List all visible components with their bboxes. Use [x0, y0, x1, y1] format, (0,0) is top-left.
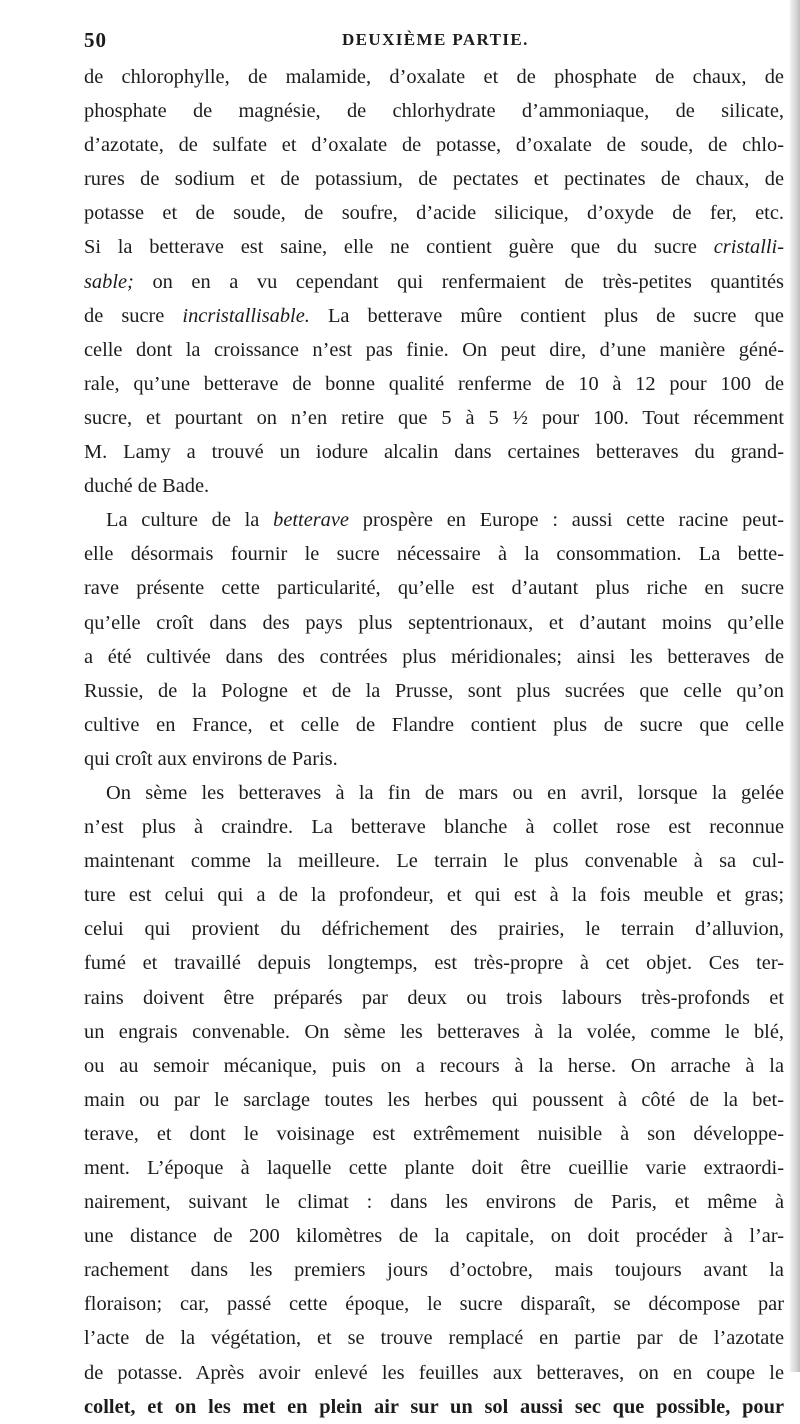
text-line: M. Lamy a trouvé un iodure alcalin dans certaines betteraves du grand- — [84, 441, 784, 464]
text-line: celle dont la croissance n’est pas finie. On peut dire, d’une manière géné- — [84, 338, 784, 361]
italic-term: cristalli- — [713, 236, 784, 259]
text-line: phosphate de magnésie, de chlorhydrate d’ammoniaque, de silicate, — [84, 100, 784, 123]
text-line — [84, 503, 784, 537]
text-line: terave, et dont le voisinage est extrêmement nuisible à son développe- — [84, 1122, 784, 1145]
text-line: de chlorophylle, de malamide, d’oxalate et de phosphate de chaux, de — [84, 66, 784, 88]
text-line: rains doivent être préparés par deux ou trois labours très-profonds et — [84, 986, 784, 1009]
text-line: potasse et de soude, de soufre, d’acide silicique, d’oxyde de fer, etc. — [84, 202, 784, 225]
text-span: de sucre — [84, 304, 165, 327]
text-line: un engrais convenable. On sème les betteraves à la volée, comme le blé, — [84, 1020, 784, 1043]
italic-term: incristallisable. — [182, 304, 310, 327]
text-line: l’acte de la végétation, et se trouve remplacé en partie par de l’azotate — [84, 1327, 784, 1350]
text-line: ou au semoir mécanique, puis on a recours à la herse. On arrache à la — [84, 1054, 784, 1077]
body-text — [84, 60, 784, 1424]
text-line: qu’elle croît dans des pays plus septentrionaux, et d’autant moins qu’elle — [84, 611, 784, 634]
text-line: rale, qu’une betterave de bonne qualité renferme de 10 à 12 pour 100 de — [84, 372, 784, 395]
text-line: main ou par le sarclage toutes les herbes qui poussent à côté de la bet- — [84, 1088, 784, 1111]
text-line: qui croît aux environs de Paris. — [84, 747, 338, 770]
italic-term: betterave — [273, 509, 349, 532]
text-line: une distance de 200 kilomètres de la capitale, on doit procéder à l’ar- — [84, 1225, 784, 1248]
text-line: elle désormais fournir le sucre nécessaire à la consommation. La bette- — [84, 543, 784, 566]
text-line: rave présente cette particularité, qu’elle est d’autant plus riche en sucre — [84, 577, 784, 600]
text-line: Russie, de la Pologne et de la Prusse, sont plus sucrées que celle qu’on — [84, 679, 784, 702]
text-line: nairement, suivant le climat : dans les environs de Paris, et même à — [84, 1191, 784, 1214]
running-head — [84, 22, 784, 56]
text-line: de potasse. Après avoir enlevé les feuilles aux betteraves, on en coupe le — [84, 1361, 784, 1384]
section-title: DEUXIÈME PARTIE. — [342, 30, 529, 49]
text-line: celui qui provient du défrichement des prairies, le terrain d’alluvion, — [84, 918, 784, 941]
text-span: Si la betterave est saine, elle ne contient guère que du sucre — [84, 236, 697, 259]
text-span: prospère en Europe : aussi cette racine peut- — [362, 509, 784, 532]
text-line: n’est plus à craindre. La betterave blanche à collet rose est reconnue — [84, 816, 784, 839]
text-line: cultive en France, et celle de Flandre contient plus de sucre que celle — [84, 713, 784, 736]
text-line — [84, 230, 784, 264]
page-number: 50 — [84, 28, 107, 52]
text-line: maintenant comme la meilleure. Le terrain le plus convenable à sa cul- — [84, 850, 784, 873]
text-line: d’azotate, de sulfate et d’oxalate de potasse, d’oxalate de soude, de chlo- — [84, 134, 784, 157]
text-line: ment. L’époque à laquelle cette plante doit être cueillie varie extraordi- — [84, 1157, 784, 1179]
text-line: collet, et on les met en plein air sur un sol aussi sec que possible, pour — [84, 1395, 784, 1418]
text-line: a été cultivée dans des contrées plus méridionales; ainsi les betteraves de — [84, 645, 784, 668]
text-line: floraison; car, passé cette époque, le sucre disparaît, se décompose par — [84, 1293, 784, 1316]
text-span: La betterave mûre contient plus de sucre que — [327, 304, 784, 327]
text-line — [84, 265, 784, 299]
text-span: La culture de la — [106, 509, 260, 532]
text-line: rachement dans les premiers jours d’octobre, mais toujours avant la — [84, 1259, 784, 1282]
text-span: on en a vu cependant qui renfermaient de très-petites quantités — [152, 270, 784, 293]
text-line: sucre, et pourtant on n’en retire que 5 à 5 ½ pour 100. Tout récemment — [84, 406, 784, 429]
italic-term: sable; — [84, 270, 134, 293]
text-line: duché de Bade. — [84, 475, 210, 498]
text-line: fumé et travaillé depuis longtemps, est très-propre à cet objet. Ces ter- — [84, 952, 784, 975]
text-line: On sème les betteraves à la fin de mars ou en avril, lorsque la gelée — [106, 781, 784, 804]
text-line: rures de sodium et de potassium, de pectates et pectinates de chaux, de — [84, 168, 784, 191]
text-line: ture est celui qui a de la profondeur, et qui est à la fois meuble et gras; — [84, 884, 784, 907]
scan-edge-shadow — [790, 0, 800, 1372]
text-line — [84, 299, 784, 333]
